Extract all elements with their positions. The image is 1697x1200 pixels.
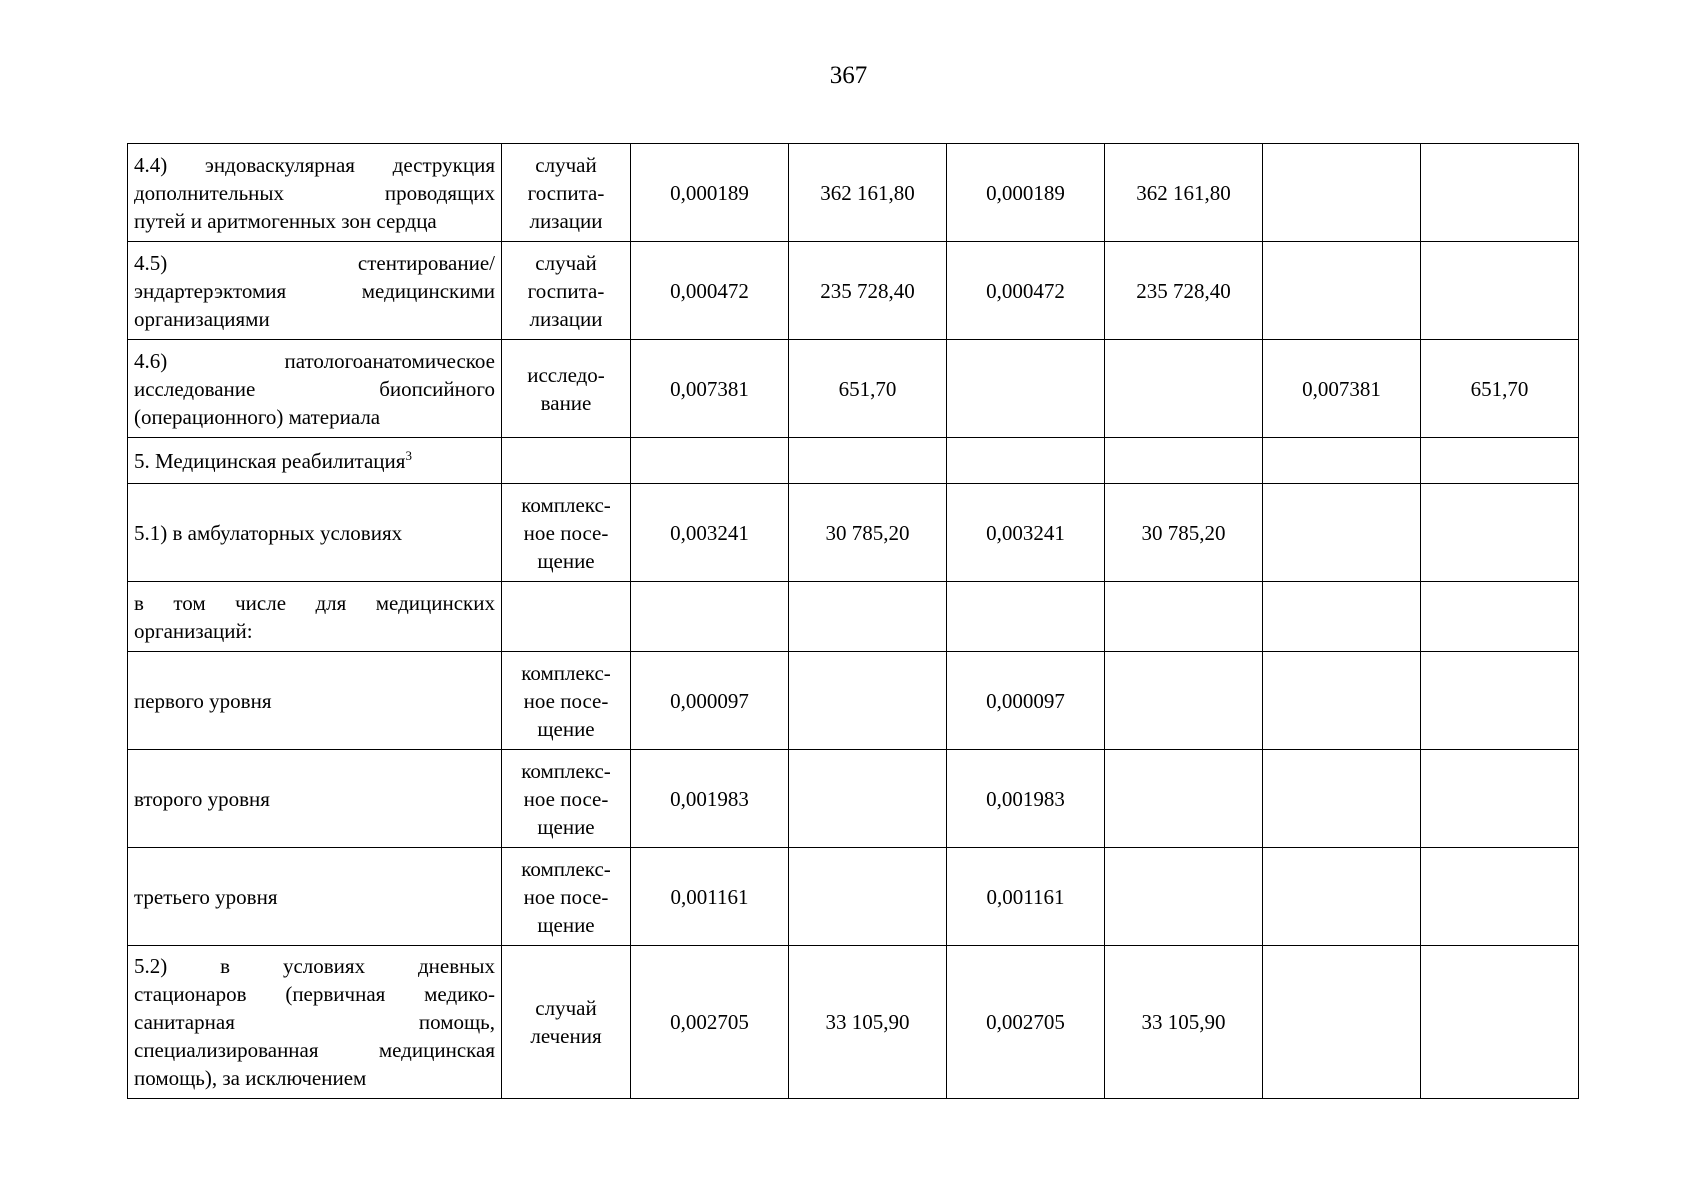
row-name-cell	[128, 144, 502, 242]
row-value-cell	[1421, 582, 1579, 652]
row-value-cell: 30 785,20	[1105, 484, 1263, 582]
row-value-cell	[1421, 652, 1579, 750]
row-name-cell	[128, 242, 502, 340]
row-value-cell	[1421, 484, 1579, 582]
row-value-cell	[1105, 582, 1263, 652]
footnote-mark: 3	[405, 447, 412, 463]
row-value-cell	[1421, 946, 1579, 1099]
row-value-cell	[631, 438, 789, 484]
row-name-cell	[128, 340, 502, 438]
row-value-cell: 30 785,20	[789, 484, 947, 582]
row-value-cell: 0,000472	[631, 242, 789, 340]
row-value-cell: 0,002705	[631, 946, 789, 1099]
row-value-cell: 0,001983	[947, 750, 1105, 848]
row-name-line: 4.4) эндоваскулярная деструкция	[134, 152, 495, 177]
row-name-line: путей и аритмогенных зон сердца	[134, 208, 437, 233]
row-name-line: первого уровня	[134, 688, 272, 713]
row-unit-line: комплекс-	[521, 660, 611, 685]
row-value-cell	[1421, 144, 1579, 242]
row-name-line: дополнительных проводящих	[134, 180, 495, 205]
row-unit-cell	[502, 750, 631, 848]
row-name-line: исследование биопсийного	[134, 376, 495, 401]
row-value-cell: 0,003241	[631, 484, 789, 582]
row-value-cell	[1105, 340, 1263, 438]
row-value-cell	[947, 582, 1105, 652]
row-value-cell	[631, 582, 789, 652]
row-value-cell	[789, 582, 947, 652]
row-name-cell	[128, 946, 502, 1099]
row-name-line: (операционного) материала	[134, 404, 381, 429]
row-value-cell	[789, 652, 947, 750]
row-value-cell	[789, 848, 947, 946]
row-unit-line: госпита-	[527, 278, 605, 303]
row-value-cell	[1263, 242, 1421, 340]
row-value-cell	[1263, 750, 1421, 848]
row-unit-cell	[502, 484, 631, 582]
row-value-cell: 0,000189	[631, 144, 789, 242]
row-value-cell	[1421, 438, 1579, 484]
row-unit-line: исследо-	[527, 362, 605, 387]
row-value-cell	[1263, 144, 1421, 242]
row-value-cell	[1263, 848, 1421, 946]
row-unit-line: щение	[537, 716, 595, 741]
row-value-cell: 235 728,40	[1105, 242, 1263, 340]
row-value-cell	[1105, 750, 1263, 848]
row-name-cell	[128, 848, 502, 946]
row-unit-line: ное посе-	[523, 884, 609, 909]
row-name-line: 5.2) в условиях дневных	[134, 954, 495, 978]
row-value-cell	[789, 750, 947, 848]
table-row	[128, 484, 1579, 582]
row-unit-cell	[502, 582, 631, 652]
row-value-cell	[1263, 438, 1421, 484]
row-unit-line: ное посе-	[523, 786, 609, 811]
row-value-cell: 0,001161	[947, 848, 1105, 946]
row-unit-cell	[502, 340, 631, 438]
row-value-cell: 33 105,90	[789, 946, 947, 1099]
row-unit-line: вание	[540, 390, 592, 415]
row-unit-line: госпита-	[527, 180, 605, 205]
table-row	[128, 848, 1579, 946]
row-unit-line: лизации	[529, 208, 603, 233]
row-name-line: санитарная помощь,	[134, 1010, 495, 1034]
row-value-cell	[1105, 438, 1263, 484]
row-unit-line: случай	[535, 152, 597, 177]
row-value-cell	[1263, 946, 1421, 1099]
row-value-cell: 0,001161	[631, 848, 789, 946]
row-value-cell	[1263, 582, 1421, 652]
row-value-cell: 0,001983	[631, 750, 789, 848]
row-name-cell	[128, 652, 502, 750]
row-value-cell: 0,000189	[947, 144, 1105, 242]
row-name-line: третьего уровня	[134, 884, 278, 909]
row-value-cell: 0,000097	[947, 652, 1105, 750]
row-name-line: 4.5) стентирование/	[134, 250, 495, 275]
row-unit-line: лизации	[529, 306, 603, 331]
tariff-table	[127, 143, 1579, 1099]
table-row	[128, 652, 1579, 750]
table-row	[128, 750, 1579, 848]
row-name-line: 5.1) в амбулаторных условиях	[134, 520, 403, 545]
row-unit-line: ное посе-	[523, 688, 609, 713]
row-name-line: организациями	[134, 306, 270, 331]
row-value-cell: 362 161,80	[1105, 144, 1263, 242]
row-value-cell	[947, 340, 1105, 438]
row-unit-cell	[502, 242, 631, 340]
row-name-line: 5. Медицинская реабилитация$^3$	[134, 447, 412, 473]
table-row	[128, 242, 1579, 340]
row-value-cell	[1263, 484, 1421, 582]
row-value-cell: 0,000472	[947, 242, 1105, 340]
row-value-cell: 0,007381	[1263, 340, 1421, 438]
table-row	[128, 582, 1579, 652]
row-value-cell: 362 161,80	[789, 144, 947, 242]
row-name-line: стационаров (первичная медико-	[134, 982, 495, 1006]
row-value-cell: 651,70	[789, 340, 947, 438]
row-value-cell	[1105, 848, 1263, 946]
row-unit-cell	[502, 848, 631, 946]
row-unit-line: комплекс-	[521, 492, 611, 517]
row-value-cell: 0,000097	[631, 652, 789, 750]
row-name-cell	[128, 484, 502, 582]
row-value-cell	[947, 438, 1105, 484]
row-value-cell: 0,003241	[947, 484, 1105, 582]
row-name-line: в том числе для медицинских	[134, 590, 495, 615]
row-value-cell	[1421, 242, 1579, 340]
row-value-cell	[1421, 848, 1579, 946]
row-name-line: помощь), за исключением	[134, 1066, 367, 1090]
table-row	[128, 946, 1579, 1099]
row-name-cell	[128, 750, 502, 848]
row-unit-line: комплекс-	[521, 758, 611, 783]
row-value-cell	[1421, 750, 1579, 848]
row-unit-line: случай	[535, 996, 597, 1020]
row-unit-cell	[502, 652, 631, 750]
row-name-line: специализированная медицинская	[134, 1038, 495, 1062]
row-name-line: 4.6) патологоанатомическое	[134, 348, 495, 373]
row-unit-line: щение	[537, 912, 595, 937]
row-unit-cell	[502, 946, 631, 1099]
page-number: 367	[829, 62, 868, 89]
row-name-cell	[128, 582, 502, 652]
row-unit-line: лечения	[530, 1024, 602, 1048]
row-unit-line: комплекс-	[521, 856, 611, 881]
row-unit-cell	[502, 438, 631, 484]
row-name-line: организаций:	[134, 618, 253, 643]
row-value-cell: 651,70	[1421, 340, 1579, 438]
row-unit-line: ное посе-	[523, 520, 609, 545]
row-unit-line: случай	[535, 250, 597, 275]
row-unit-line: щение	[537, 814, 595, 839]
table-row	[128, 340, 1579, 438]
row-name-line: второго уровня	[134, 786, 270, 811]
row-value-cell: 0,002705	[947, 946, 1105, 1099]
row-value-cell	[1263, 652, 1421, 750]
row-name-cell	[128, 438, 502, 484]
row-unit-cell	[502, 144, 631, 242]
row-value-cell: 0,007381	[631, 340, 789, 438]
table-row	[128, 144, 1579, 242]
row-name-line: эндартерэктомия медицинскими	[134, 278, 495, 303]
row-value-cell: 235 728,40	[789, 242, 947, 340]
row-value-cell	[789, 438, 947, 484]
row-value-cell: 33 105,90	[1105, 946, 1263, 1099]
table-row	[128, 438, 1579, 484]
row-value-cell	[1105, 652, 1263, 750]
row-unit-line: щение	[537, 548, 595, 573]
